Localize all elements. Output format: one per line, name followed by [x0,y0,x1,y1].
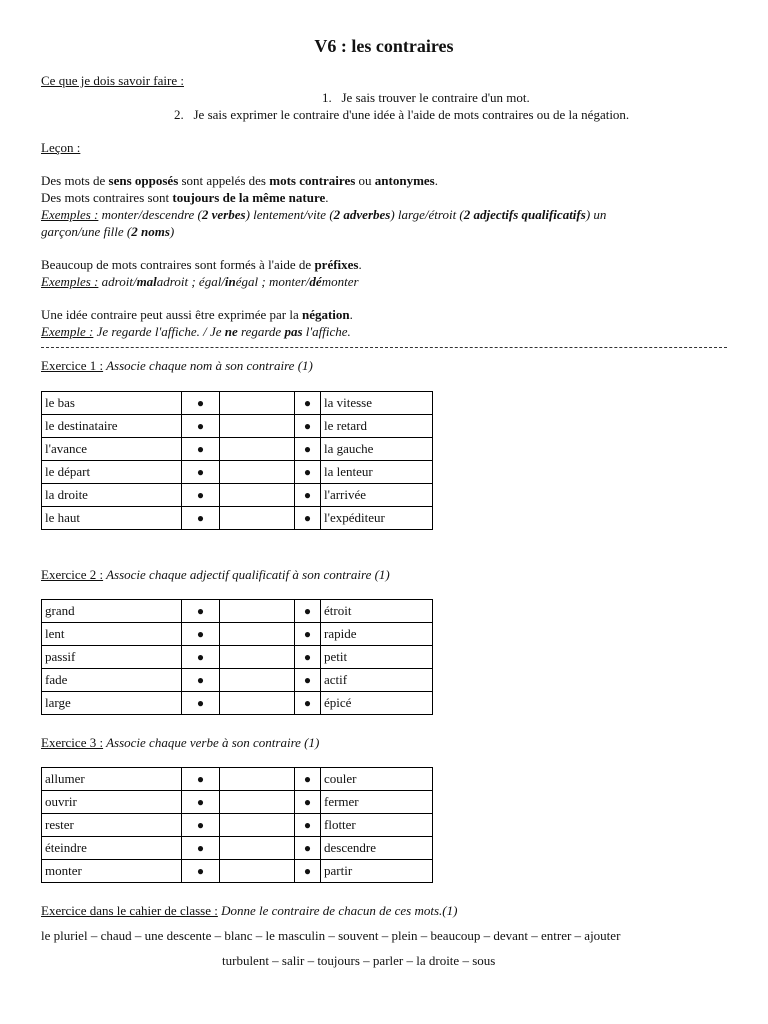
right-word-cell [321,623,433,646]
right-word: rapide [324,626,357,641]
left-dot[interactable]: ● [196,396,205,410]
word-list-line-1: le pluriel – chaud – une descente – blanc – le masculin – souvent – plein – beaucoup – devant – entrer – ajouter [41,928,621,943]
left-word-cell [42,646,182,669]
right-word-cell [321,791,433,814]
exercise-1-title [41,358,313,374]
left-word-cell [42,600,182,623]
final-exercise-title [41,903,457,919]
left-word-cell [42,837,182,860]
link-space-cell [220,791,295,814]
right-word-cell [321,461,433,484]
right-word-cell [321,600,433,623]
left-dot-cell [182,507,220,530]
right-word-cell [321,646,433,669]
bold-term: négation [301,307,350,322]
right-word-cell [321,392,433,415]
lesson-paragraph-1 [41,173,438,189]
left-word-cell [42,623,182,646]
right-word-cell [321,438,433,461]
bold-term: 2 adverbes [333,207,391,222]
left-word: fade [45,672,68,687]
table-row [42,507,433,530]
left-word: la droite [45,487,88,502]
right-word-cell [321,507,433,530]
link-space-cell [220,692,295,715]
right-word-cell [321,415,433,438]
exercise-instruction: Associe chaque nom à son contraire (1) [103,358,313,373]
left-word: rester [45,817,74,832]
right-word: l'expéditeur [324,510,385,525]
right-word: la gauche [324,441,374,456]
left-word: éteindre [45,840,87,855]
left-dot[interactable]: ● [196,627,205,641]
left-word: grand [45,603,75,618]
table-row [42,646,433,669]
right-word: couler [324,771,357,786]
objective-item-1 [322,90,530,106]
text: égal ; monter/ [235,274,310,289]
text: ) [169,224,175,239]
left-word: le destinataire [45,418,118,433]
right-dot-cell [295,669,321,692]
right-dot[interactable]: ● [303,841,312,855]
exercise-instruction: Associe chaque adjectif qualificatif à son contraire (1) [103,567,390,582]
text: ) large/étroit ( [390,207,464,222]
left-dot-cell [182,692,220,715]
right-dot-cell [295,507,321,530]
left-word: passif [45,649,76,664]
left-dot[interactable]: ● [196,841,205,855]
exercise-label: Exercice dans le cahier de classe : [41,903,218,918]
left-dot[interactable]: ● [196,673,205,687]
lesson-examples-1 [41,207,606,223]
exercise-label: Exercice 3 : [41,735,104,750]
text: ) un [585,207,607,222]
left-word: le départ [45,464,91,479]
objective-number: 1. [322,90,332,105]
examples-label: Exemples : [41,274,99,289]
left-dot-cell [182,600,220,623]
link-space-cell [220,392,295,415]
table-row [42,392,433,415]
right-word-cell [321,484,433,507]
left-dot-cell [182,768,220,791]
text: Une idée contraire peut aussi être exprimée par la [41,307,302,322]
link-space-cell [220,484,295,507]
text: adroit/ [98,274,137,289]
bold-prefix: mal [136,274,157,289]
bold-prefix: dé [309,274,322,289]
right-word: étroit [324,603,352,618]
left-dot[interactable]: ● [196,488,205,502]
left-dot-cell [182,669,220,692]
link-space-cell [220,623,295,646]
right-word-cell [321,860,433,883]
left-dot[interactable]: ● [196,795,205,809]
right-dot-cell [295,814,321,837]
left-dot[interactable]: ● [196,511,205,525]
right-dot-cell [295,646,321,669]
table-row [42,791,433,814]
table-row [42,600,433,623]
right-word: fermer [324,794,359,809]
bold-prefix: in [224,274,236,289]
page-title: V6 : les contraires [314,36,454,56]
link-space-cell [220,438,295,461]
bold-term: mots contraires [269,173,356,188]
left-word: monter [45,863,82,878]
right-word: descendre [324,840,376,855]
table-row [42,669,433,692]
left-dot[interactable]: ● [196,650,205,664]
exercise-instruction: Donne le contraire de chacun de ces mots.(1) [217,903,458,918]
left-word: l'avance [45,441,88,456]
objective-item-2 [174,107,629,123]
examples-label: Exemples : [41,207,99,222]
link-space-cell [220,814,295,837]
text: . [325,190,329,205]
left-dot-cell [182,860,220,883]
objectives-heading: Ce que je dois savoir faire : [41,73,184,88]
objective-text: Je sais trouver le contraire d'un mot. [341,90,530,105]
right-dot-cell [295,415,321,438]
right-dot[interactable]: ● [303,396,312,410]
left-word-cell [42,692,182,715]
text: . [434,173,438,188]
text: adroit ; égal/ [156,274,225,289]
bold-term: pas [284,324,303,339]
left-dot-cell [182,415,220,438]
lesson-paragraph-2 [41,190,329,206]
right-dot[interactable]: ● [303,864,312,878]
left-word-cell [42,461,182,484]
word-list-line-2: turbulent – salir – toujours – parler – la droite – sous [222,953,496,968]
right-dot[interactable]: ● [303,488,312,502]
text: . [358,257,362,272]
right-word-cell [321,692,433,715]
right-word: petit [324,649,348,664]
link-space-cell [220,768,295,791]
right-dot[interactable]: ● [303,442,312,456]
right-dot-cell [295,623,321,646]
link-space-cell [220,415,295,438]
right-word: actif [324,672,348,687]
left-dot[interactable]: ● [196,442,205,456]
right-dot[interactable]: ● [303,650,312,664]
table-row [42,837,433,860]
text: Beaucoup de mots contraires sont formés à l'aide de [41,257,315,272]
link-space-cell [220,837,295,860]
left-dot-cell [182,837,220,860]
right-dot[interactable]: ● [303,465,312,479]
right-dot[interactable]: ● [303,604,312,618]
left-dot[interactable]: ● [196,465,205,479]
table-row [42,438,433,461]
link-space-cell [220,646,295,669]
left-dot[interactable]: ● [196,604,205,618]
text: sont appelés des [178,173,270,188]
left-word-cell [42,791,182,814]
left-dot-cell [182,484,220,507]
left-dot-cell [182,646,220,669]
left-dot[interactable]: ● [196,864,205,878]
text: Des mots contraires sont [41,190,173,205]
right-word-cell [321,669,433,692]
right-dot-cell [295,768,321,791]
link-space-cell [220,507,295,530]
text: Je regarde l'affiche. / Je [93,324,225,339]
bold-term: 2 noms [131,224,170,239]
right-word-cell [321,814,433,837]
left-word-cell [42,438,182,461]
right-word-cell [321,768,433,791]
bold-term: toujours de la même nature [172,190,326,205]
text: ) lentement/vite ( [245,207,334,222]
right-dot-cell [295,484,321,507]
right-word: partir [324,863,353,878]
left-dot-cell [182,392,220,415]
right-word: la vitesse [324,395,373,410]
bold-term: 2 verbes [201,207,246,222]
left-dot-cell [182,438,220,461]
lesson-heading: Leçon : [41,140,81,155]
left-dot[interactable]: ● [196,818,205,832]
right-dot[interactable]: ● [303,795,312,809]
text: . [349,307,353,322]
bold-term: 2 adjectifs qualificatifs [463,207,586,222]
right-dot-cell [295,791,321,814]
left-dot[interactable]: ● [196,772,205,786]
right-dot[interactable]: ● [303,627,312,641]
left-dot-cell [182,791,220,814]
lesson-examples-3 [41,324,351,340]
left-word: lent [45,626,65,641]
left-word: ouvrir [45,794,77,809]
right-dot[interactable]: ● [303,511,312,525]
objective-number: 2. [174,107,184,122]
text: Des mots de [41,173,109,188]
right-dot-cell [295,692,321,715]
link-space-cell [220,860,295,883]
exercise-2-table [41,599,433,715]
left-word-cell [42,415,182,438]
exercise-label: Exercice 1 : [41,358,104,373]
right-dot-cell [295,392,321,415]
table-row [42,461,433,484]
lesson-examples-2 [41,274,359,290]
table-row [42,623,433,646]
left-word: large [45,695,71,710]
right-word: la lenteur [324,464,373,479]
right-dot-cell [295,438,321,461]
lesson-paragraph-4 [41,307,353,323]
right-dot-cell [295,837,321,860]
exercise-label: Exercice 2 : [41,567,104,582]
right-dot-cell [295,600,321,623]
text: l'affiche. [302,324,351,339]
text: regarde [237,324,285,339]
link-space-cell [220,461,295,484]
exercise-1-table [41,391,433,530]
left-word-cell [42,768,182,791]
bold-term: ne [224,324,238,339]
bold-term: sens opposés [108,173,179,188]
left-word-cell [42,669,182,692]
right-dot-cell [295,461,321,484]
table-row [42,484,433,507]
text: monter/descendre ( [98,207,202,222]
right-dot[interactable]: ● [303,818,312,832]
link-space-cell [220,669,295,692]
left-dot-cell [182,814,220,837]
right-word: flotter [324,817,356,832]
bold-term: antonymes [374,173,435,188]
left-word-cell [42,392,182,415]
left-dot[interactable]: ● [196,696,205,710]
left-word-cell [42,814,182,837]
right-word: le retard [324,418,367,433]
right-word-cell [321,837,433,860]
objective-text: Je sais exprimer le contraire d'une idée à l'aide de mots contraires ou de la négation. [193,107,630,122]
left-word-cell [42,860,182,883]
table-row [42,415,433,438]
right-dot[interactable]: ● [303,772,312,786]
left-dot-cell [182,623,220,646]
right-word: l'arrivée [324,487,367,502]
exercise-3-table [41,767,433,883]
table-row [42,814,433,837]
table-row [42,768,433,791]
left-word: le haut [45,510,81,525]
table-row [42,692,433,715]
lesson-paragraph-3 [41,257,362,273]
left-word-cell [42,484,182,507]
left-word-cell [42,507,182,530]
right-dot-cell [295,860,321,883]
left-dot-cell [182,461,220,484]
right-dot[interactable]: ● [303,673,312,687]
text: garçon/une fille ( [41,224,132,239]
exercise-2-title [41,567,390,583]
text: monter [321,274,359,289]
right-dot[interactable]: ● [303,419,312,433]
example-label: Exemple : [41,324,94,339]
link-space-cell [220,600,295,623]
left-word: le bas [45,395,75,410]
right-dot[interactable]: ● [303,696,312,710]
exercise-instruction: Associe chaque verbe à son contraire (1) [103,735,320,750]
left-dot[interactable]: ● [196,419,205,433]
table-row [42,860,433,883]
lesson-examples-1-continued [41,224,174,240]
left-word: allumer [45,771,85,786]
section-divider [41,347,727,348]
exercise-3-title [41,735,319,751]
text: ou [355,173,375,188]
bold-term: préfixes [314,257,359,272]
right-word: épicé [324,695,352,710]
